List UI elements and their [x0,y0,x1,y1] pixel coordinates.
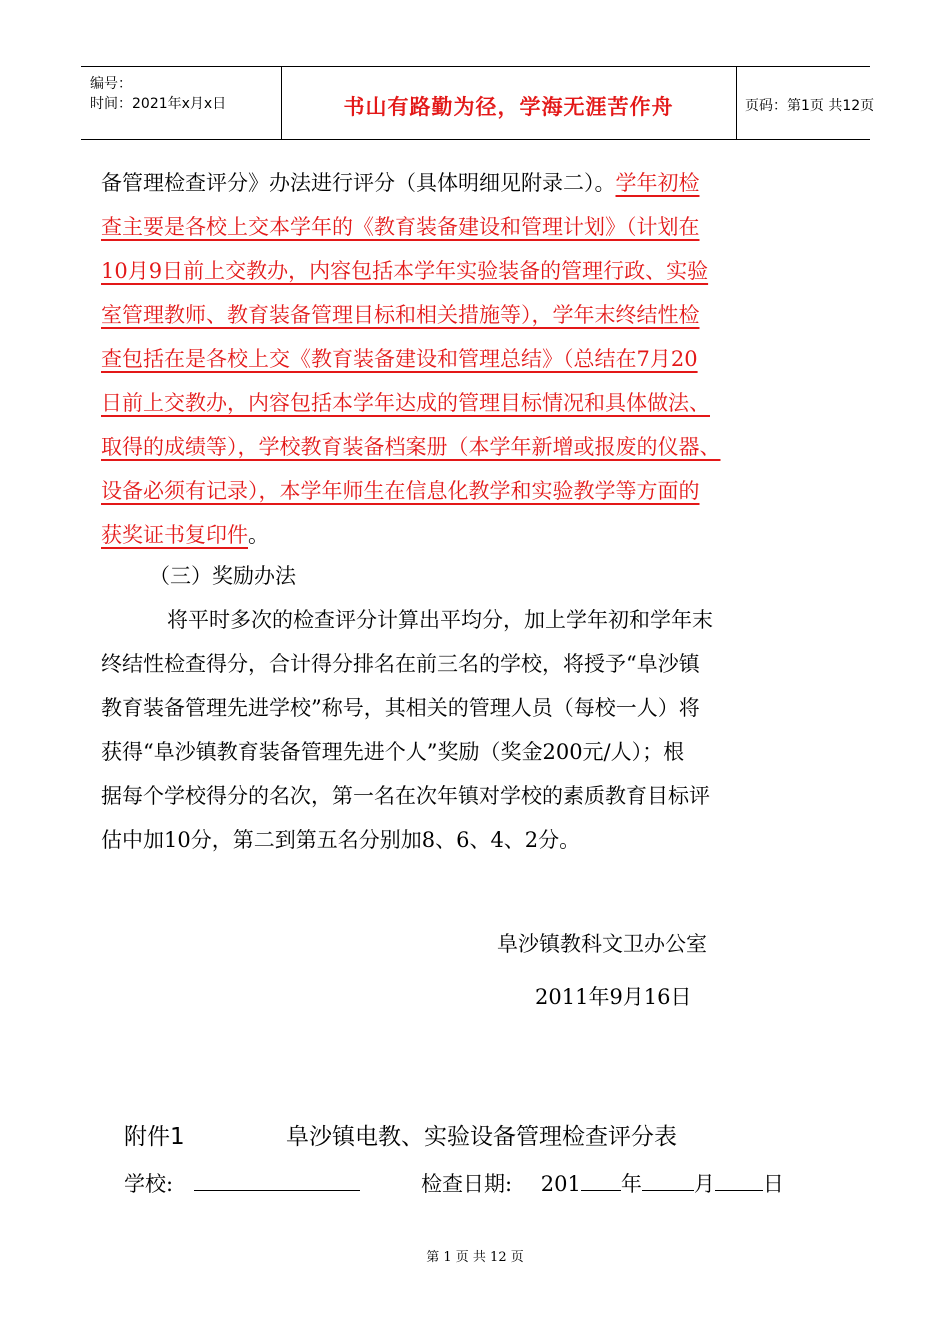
text-segment: 。 [248,523,269,547]
paragraph-line: 将平时多次的检查评分计算出平均分，加上学年初和学年末 [167,608,713,632]
year-prefix: 201 [540,1172,581,1196]
highlighted-line: 取得的成绩等），学校教育装备档案册（本学年新增或报废的仪器、 [101,435,721,459]
highlighted-line: 查包括在是各校上交《教育装备建设和管理总结》（总结在7月20 [101,347,698,371]
highlighted-line: 10月9日前上交教办，内容包括本学年实验装备的管理行政、实验 [101,259,709,283]
header-motto-cell [281,67,737,139]
paragraph-line: 教育装备管理先进学校”称号，其相关的管理人员（每校一人）将 [101,696,700,720]
inspection-date-label: 检查日期: [421,1172,513,1196]
day-unit: 日 [762,1172,784,1196]
section-heading-rewards: （三）奖励办法 [149,564,296,588]
inspection-date-field [421,1168,784,1198]
year-unit: 年 [620,1172,642,1196]
highlighted-line: 查主要是各校上交本学年的《教育装备建设和管理计划》（计划在 [101,215,700,239]
text-segment: 备管理检查评分》办法进行评分（具体明细见附录二）。 [101,171,616,195]
highlighted-line: 室管理教师、教育装备管理目标和相关措施等），学年末终结性检 [101,303,700,327]
header-motto: 书山有路勤为径，学海无涯苦作舟 [343,95,674,119]
paragraph-line [101,168,700,198]
month-blank[interactable] [642,1168,694,1191]
paragraph-line [101,520,269,550]
paragraph-line: 估中加10分，第二到第五名分别加8、6、4、2分。 [101,828,581,852]
paragraph-line: 据每个学校得分的名次，第一名在次年镇对学校的素质教育目标评 [101,784,710,808]
page-footer: 第 1 页 共 12 页 [426,1250,524,1265]
annex-title: 阜沙镇电教、实验设备管理检查评分表 [286,1124,677,1150]
signature-office: 阜沙镇教科文卫办公室 [497,932,707,956]
paragraph-line: 终结性检查得分，合计得分排名在前三名的学校，将授予“阜沙镇 [101,652,700,676]
highlighted-line: 日前上交教办，内容包括本学年达成的管理目标情况和具体做法、 [101,391,710,415]
time-label: 时间：2021年x月x日 [90,96,227,112]
header-page-number: 页码：第1页 共12页 [745,98,875,114]
signature-date: 2011年9月16日 [535,985,692,1009]
highlighted-text: 学年初检 [615,171,700,195]
school-field [124,1168,360,1198]
day-blank[interactable] [715,1168,763,1191]
school-blank[interactable] [194,1168,360,1191]
page-header [81,66,875,140]
highlighted-text: 获奖证书复印件 [101,523,248,547]
header-page-cell [737,67,875,139]
annex-label: 附件1 [124,1124,185,1150]
month-unit: 月 [693,1172,715,1196]
highlighted-line: 设备必须有记录），本学年师生在信息化教学和实验教学等方面的 [101,479,700,503]
school-label: 学校: [124,1172,174,1196]
paragraph-line: 获得“阜沙镇教育装备管理先进个人”奖励（奖金200元/人）；根 [101,740,685,764]
header-info-cell [81,67,282,139]
serial-number-label: 编号： [90,76,132,92]
year-blank[interactable] [581,1168,621,1191]
